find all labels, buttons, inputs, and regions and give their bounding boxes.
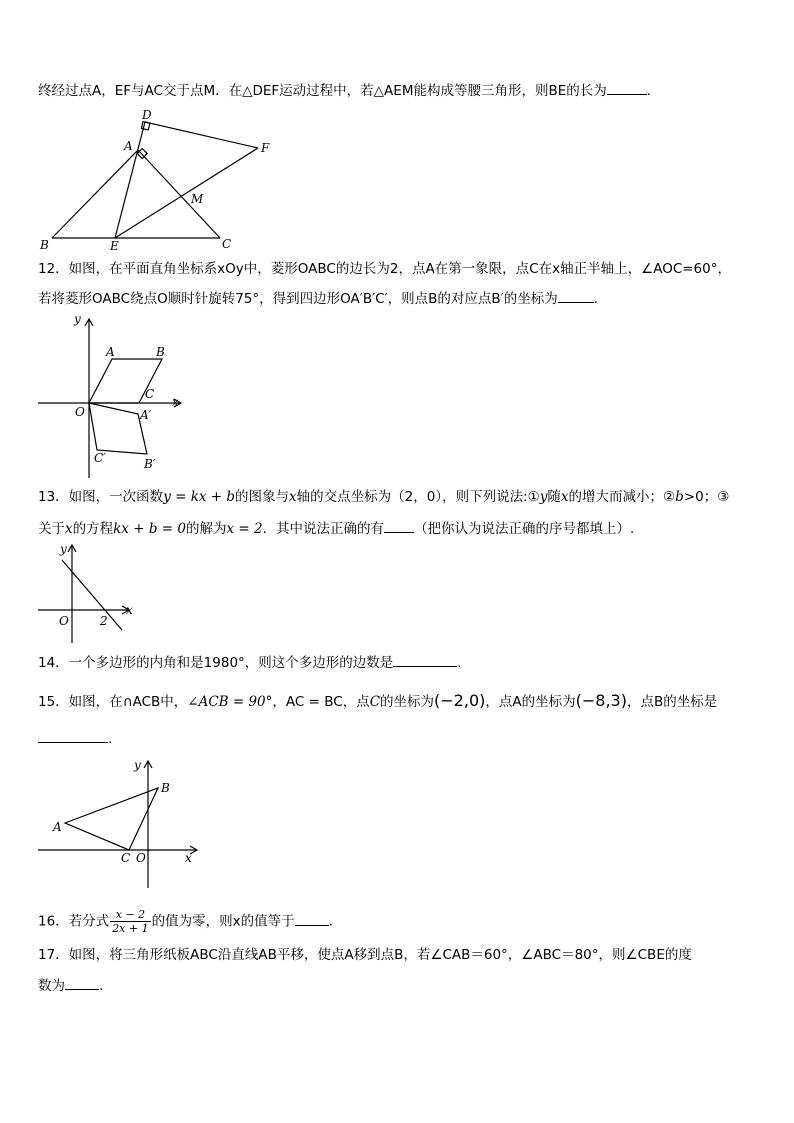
q12-rhombus-OABC [89,359,162,403]
q11-text-line: 终经过点A，EF与AC交于点M．在△DEF运动过程中，若△AEM能构成等腰三角形，则BE的长为 . [38,83,652,99]
q12-label-O: O [75,405,85,419]
q13-text-line-1: 13．如图，一次函数y = kx + b的图象与x轴的交点坐标为（2，0），则下列说法:①y随x的增大而减小；②b>0；③ [38,489,730,505]
q13-label-x: x [126,603,133,617]
q13-text-line-2: 关于x的方程kx + b = 0的解为x = 2．其中说法正确的有 （把你认为说法正确的序号都填上）. [38,521,635,537]
q12-label-C1: C′ [94,451,106,465]
q11-segment-EF [115,148,258,238]
q16-fraction: $\frac{x - 2}{2x + 1}$ [112,908,149,935]
q11-label-E: E [110,239,119,253]
q15-answer-blank[interactable] [38,730,108,743]
q14-answer-blank[interactable] [393,654,457,667]
q15-label-C: C [121,851,131,865]
q15-text-line-1: 15．如图，在∩ACB中，∠ACB = 90°，AC = BC，点C的坐标为(−2,0)，点A的坐标为(−8,3)，点B的坐标是 [38,691,718,710]
q17-text-line-1 [38,946,692,964]
q12-text-line-2: 若将菱形OABC绕点O顺时针旋转75°，得到四边形OA′B′C′，则点B的对应点B′的坐标为 . [38,291,599,307]
q12-label-A1: A′ [140,408,152,422]
q12-label-x: x [172,395,179,409]
q15-triangle-ACB [65,788,158,850]
q11-label-A: A [124,139,133,153]
q11-answer-blank[interactable] [607,82,647,95]
q12-quad-OA1B1C1 [89,403,147,454]
q13-label-O: O [59,614,69,628]
q11-text: 终经过点A，EF与AC交于点M．在△DEF运动过程中，若△AEM能构成等腰三角形，则BE的长为 [38,83,607,99]
q12-label-A: A [106,345,115,359]
q16-text-line: 16．若分式 $\frac{x - 2}{2x + 1}$ 的值为零，则x的值等于 ． [38,908,343,935]
q13-y-axis-arrow [68,545,76,552]
q17-text-1: 17．如图，将三角形纸板ABC沿直线AB平移，使点A移到点B，若∠CAB＝60°，∠ABC＝80°，则∠CBE的度 [38,947,692,963]
q11-segment-AC [138,150,220,238]
q17-answer-blank[interactable] [65,977,99,990]
q12-x-axis-arrow [174,399,181,407]
q12-y-axis-arrow [85,319,93,326]
q15-y-axis-arrow [144,761,152,768]
q11-label-D: D [142,108,152,122]
q11-label-C: C [222,237,232,251]
q13-function-line [62,560,122,630]
q15-text-line-2: . [38,730,112,748]
q13-label-y: y [60,542,67,556]
q12-answer-blank[interactable] [558,290,594,303]
q12-text-2: 若将菱形OABC绕点O顺时针旋转75°，得到四边形OA′B′C′，则点B的对应点B′的坐标为 [38,291,558,307]
q15-x-axis-arrow [190,846,197,854]
q15-label-x: x [185,851,192,865]
q17-text-line-2: 数为 . [38,978,104,994]
q13-x-axis-arrow [122,606,129,614]
q15-label-B: B [161,781,170,795]
q11-right-angle-A [137,149,147,159]
q11-segment-BA [52,150,138,238]
q14-text: 14．一个多边形的内角和是1980°，则这个多边形的边数是 [38,655,394,671]
q15-label-A: A [53,820,62,834]
q12-label-B1: B′ [144,457,156,471]
q11-label-F: F [261,141,270,155]
q11-label-M: M [191,192,204,206]
q13-label-2: 2 [100,614,108,628]
q16-answer-blank[interactable] [295,913,329,926]
q11-right-angle-D [141,122,149,130]
q13-answer-blank[interactable] [384,520,414,533]
q15-label-O: O [136,851,146,865]
q14-text-line: 14．一个多边形的内角和是1980°，则这个多边形的边数是 ． [38,655,471,671]
q12-text-line-1 [38,260,731,278]
q11-label-B: B [40,238,49,252]
q11-segment-ED [115,122,145,238]
q11-segment-DF [145,122,258,148]
q12-label-B: B [156,345,165,359]
q12-label-y: y [74,312,81,326]
q12-label-C: C [145,387,155,401]
q15-label-y: y [134,758,141,772]
q12-text-1: 12．如图，在平面直角坐标系xOy中，菱形OABC的边长为2，点A在第一象限，点C在x轴正半轴上，∠AOC=60°， [38,261,731,277]
